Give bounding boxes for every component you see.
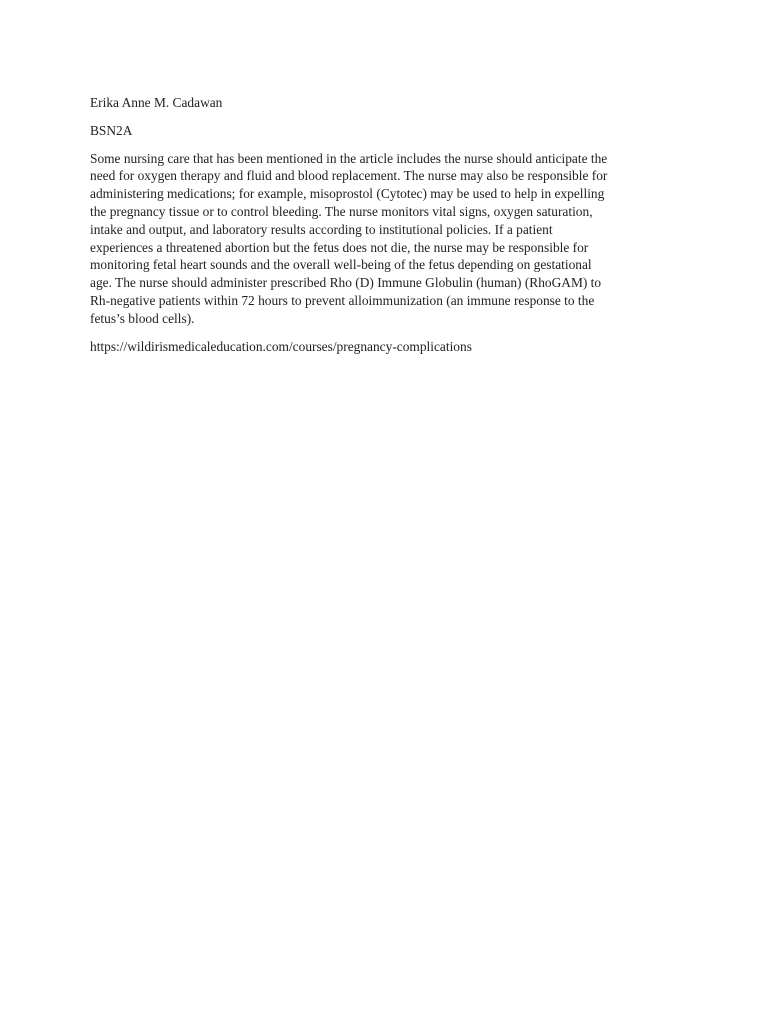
paragraph-line: experiences a threatened abortion but the fetus does not die, the nurse may be responsible for — [90, 239, 589, 255]
source-url: https://wildirismedicaleducation.com/courses/pregnancy-complications — [90, 338, 472, 354]
paragraph-line: fetus’s blood cells). — [90, 310, 195, 326]
paragraph-line: Some nursing care that has been mentioned in the article includes the nurse should anticipate the — [90, 150, 608, 166]
paragraph-line: the pregnancy tissue or to control bleeding. The nurse monitors vital signs, oxygen saturation, — [90, 203, 593, 219]
paragraph-line: intake and output, and laboratory results according to institutional policies. If a patient — [90, 221, 553, 237]
body-paragraph — [90, 150, 682, 328]
paragraph-line: age. The nurse should administer prescribed Rho (D) Immune Globulin (human) (RhoGAM) to — [90, 275, 602, 291]
paragraph-line: need for oxygen therapy and fluid and blood replacement. The nurse may also be responsible for — [90, 168, 608, 184]
paragraph-line: administering medications; for example, misoprostol (Cytotec) may be used to help in expelling — [90, 186, 605, 202]
paragraph-line: monitoring fetal heart sounds and the overall well-being of the fetus depending on gestational — [90, 257, 592, 273]
section-label: BSN2A — [90, 122, 133, 138]
paragraph-line: Rh-negative patients within 72 hours to prevent alloimmunization (an immune response to the — [90, 292, 595, 308]
author-name: Erika Anne M. Cadawan — [90, 95, 223, 110]
